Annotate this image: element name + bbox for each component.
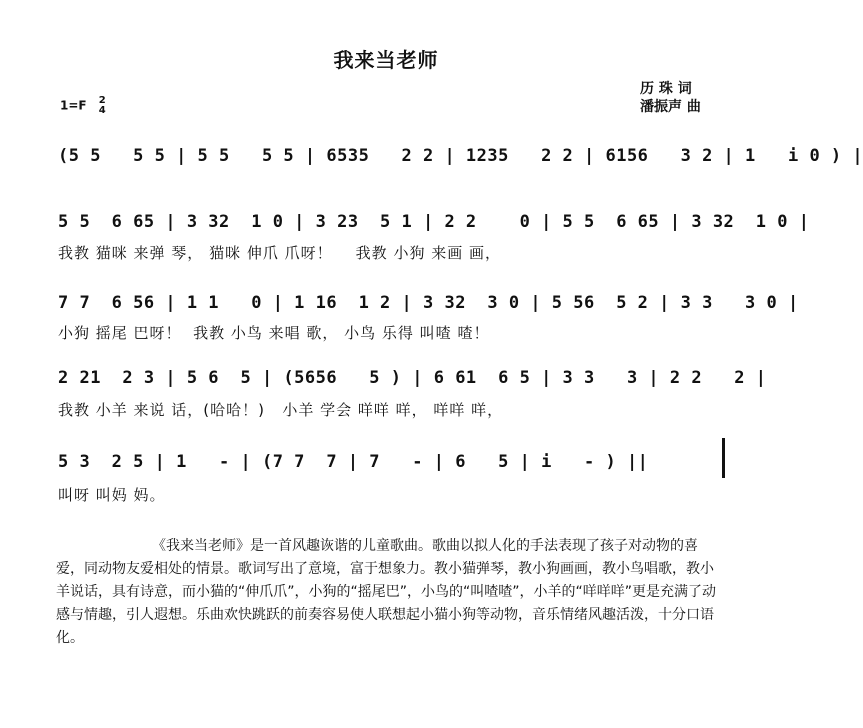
time-bottom: 4	[98, 105, 106, 116]
score-row-4-notes: 2 21 2 3 | 5 6 5 | (5656 5 ) | 6 61 6 5 | 3 3 3 | 2 2 2 |	[58, 368, 767, 388]
score-row-1-notes: (5 5 5 5 | 5 5 5 5 | 6535 2 2 | 1235 2 2 | 6156 3 2 | 1 i 0 ) |	[58, 146, 863, 166]
score-row-2-lyrics: 我教 猫咪 来弹 琴， 猫咪 伸爪 爪呀！ 我教 小狗 来画 画，	[58, 244, 501, 262]
time-signature	[99, 96, 106, 116]
song-description: 《我来当老师》是一首风趣诙谐的儿童歌曲。歌曲以拟人化的手法表现了孩子对动物的喜爱，同动物友爱相处的情景。歌词写出了意境，富于想象力。教小猫弹琴，教小狗画画，教小鸟唱歌，教小羊说话，具有诗意，而小猫的“伸爪爪”，小狗的“摇尾巴”，小鸟的“叫喳喳”，小羊的“咩咩咩”更是充满了动感与情趣，引人遐想。乐曲欢快跳跃的前奏容易使人联想起小猫小狗等动物，音乐情绪风趣活泼，十分口语化。	[56, 538, 717, 646]
score-row-3-lyrics: 小狗 摇尾 巴呀！ 我教 小鸟 来唱 歌， 小鸟 乐得 叫喳 喳！	[58, 324, 490, 342]
credits	[640, 80, 701, 116]
final-barline	[722, 438, 725, 478]
song-title: 我来当老师	[333, 48, 439, 72]
key-signature	[60, 96, 106, 116]
score-row-5-lyrics: 叫呀 叫妈 妈。	[58, 486, 166, 504]
score-row-5-notes: 5 3 2 5 | 1 - | (7 7 7 | 7 - | 6 5 | i - ) ||	[58, 452, 649, 472]
composer: 潘振声 曲	[640, 99, 701, 115]
key-label: 1=F	[60, 98, 87, 113]
lyricist: 历 珠 词	[640, 81, 692, 97]
score-row-2-notes: 5 5 6 65 | 3 32 1 0 | 3 23 5 1 | 2 2 0 | 5 5 6 65 | 3 32 1 0 |	[58, 212, 810, 232]
time-top: 2	[98, 95, 106, 106]
score-row-4-lyrics: 我教 小羊 来说 话，(哈哈！) 小羊 学会 咩咩 咩， 咩咩 咩，	[58, 401, 504, 419]
score-row-3-notes: 7 7 6 56 | 1 1 0 | 1 16 1 2 | 3 32 3 0 | 5 56 5 2 | 3 3 3 0 |	[58, 293, 799, 313]
